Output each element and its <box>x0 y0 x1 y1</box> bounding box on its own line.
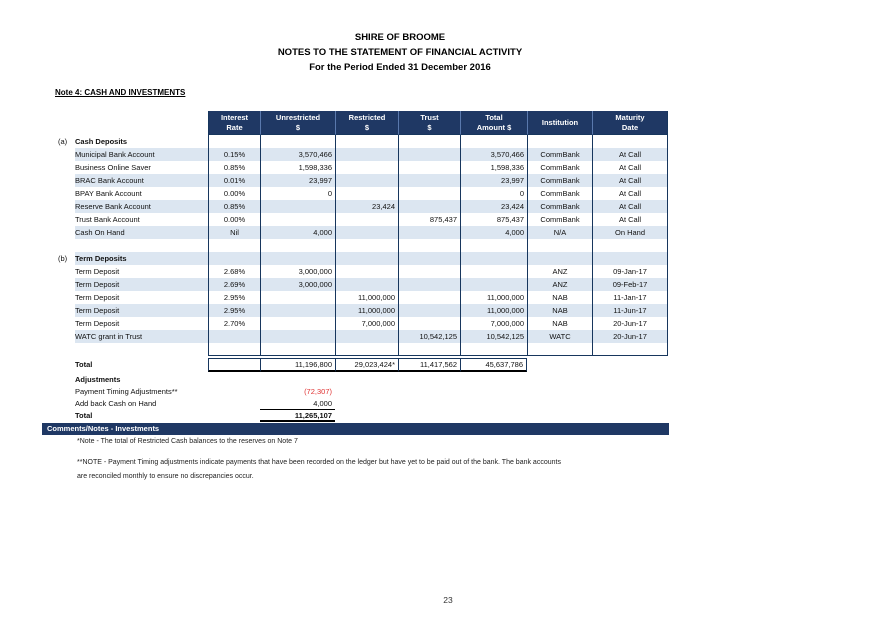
total-restricted: 29,023,424* <box>335 358 398 372</box>
table-cell <box>335 213 398 226</box>
table-cell <box>398 317 460 330</box>
row-marker <box>55 161 75 174</box>
table-cell <box>398 161 460 174</box>
row-marker <box>55 330 75 343</box>
totals-row <box>55 358 668 372</box>
footnote-payment-timing-line2: are reconciled monthly to ensure no discrepancies occur. <box>77 473 254 480</box>
row-marker <box>55 265 75 278</box>
table-cell: 09-Feb-17 <box>592 278 668 291</box>
column-header-line2: Amount $ <box>476 122 512 132</box>
table-cell <box>260 343 335 356</box>
table-cell <box>398 239 460 252</box>
table-cell: At Call <box>592 174 668 187</box>
column-header <box>398 111 460 135</box>
adjustments-heading: Adjustments <box>75 375 121 384</box>
table-cell: CommBank <box>527 161 592 174</box>
row-label: Term Deposit <box>75 319 120 328</box>
table-cell: 23,424 <box>335 200 398 213</box>
table-cell <box>260 317 335 330</box>
table-cell: 11,000,000 <box>335 304 398 317</box>
table-cell <box>208 252 260 265</box>
table-cell: 2.68% <box>208 265 260 278</box>
adjusted-total-value: 11,265,107 <box>260 410 335 422</box>
row-marker <box>55 239 75 252</box>
table-cell: 0.00% <box>208 213 260 226</box>
row-label: Municipal Bank Account <box>75 148 208 161</box>
row-label <box>75 343 208 356</box>
table-cell: 1,598,336 <box>260 161 335 174</box>
row-label: BRAC Bank Account <box>75 174 208 187</box>
table-cell: ANZ <box>527 265 592 278</box>
table-cell: NAB <box>527 291 592 304</box>
table-cell: 3,570,466 <box>460 148 527 161</box>
table-cell: At Call <box>592 200 668 213</box>
table-cell <box>460 343 527 356</box>
table-cell: 7,000,000 <box>460 317 527 330</box>
payment-timing-label: Payment Timing Adjustments** <box>75 387 178 396</box>
table-cell: CommBank <box>527 187 592 200</box>
row-label: Term Deposit <box>75 293 120 302</box>
row-label: Term Deposits <box>75 252 208 265</box>
table-cell <box>260 330 335 343</box>
table-cell: 4,000 <box>460 226 527 239</box>
table-cell <box>592 252 668 265</box>
row-marker: (b) <box>58 254 68 263</box>
table-cell: 2.95% <box>208 304 260 317</box>
table-cell: CommBank <box>527 148 592 161</box>
table-cell: 11,000,000 <box>460 304 527 317</box>
table-cell: 23,424 <box>460 200 527 213</box>
table-cell <box>335 174 398 187</box>
column-header-line1: Total <box>485 112 503 122</box>
table-cell: 0.00% <box>208 187 260 200</box>
table-cell <box>335 278 398 291</box>
table-cell <box>398 304 460 317</box>
table-cell <box>527 252 592 265</box>
table-cell <box>527 343 592 356</box>
table-cell <box>398 343 460 356</box>
table-cell <box>398 226 460 239</box>
row-label: Cash On Hand <box>75 226 208 239</box>
table-cell <box>398 291 460 304</box>
table-cell: 2.95% <box>208 291 260 304</box>
row-label: Term Deposit <box>75 278 208 291</box>
column-header-line2: $ <box>427 122 432 132</box>
org-name: SHIRE OF BROOME <box>354 32 446 43</box>
column-header-line2: $ <box>364 122 370 132</box>
report-period: For the Period Ended 31 December 2016 <box>309 62 491 73</box>
table-cell: 20-Jun-17 <box>592 317 668 330</box>
note-title: Note 4: CASH AND INVESTMENTS <box>55 88 186 97</box>
column-header-line1: Trust <box>420 112 439 122</box>
table-cell <box>592 239 668 252</box>
add-back-cash-value: 4,000 <box>260 398 335 410</box>
row-marker <box>55 291 75 304</box>
column-header <box>335 111 398 135</box>
row-marker <box>55 304 75 317</box>
adjusted-total-label: Total <box>75 411 93 420</box>
table-cell <box>260 239 335 252</box>
table-cell: N/A <box>527 226 592 239</box>
table-cell: 875,437 <box>398 213 460 226</box>
column-header-line2: Date <box>621 122 639 132</box>
table-cell: 09-Jan-17 <box>592 265 668 278</box>
table-cell <box>260 252 335 265</box>
row-marker <box>55 187 75 200</box>
add-back-cash-label: Add back Cash on Hand <box>75 399 157 408</box>
table-cell <box>398 148 460 161</box>
row-label: WATC grant in Trust <box>75 330 208 343</box>
row-label <box>75 239 208 252</box>
row-marker: (a) <box>58 137 68 146</box>
comments-bar: Comments/Notes - Investments <box>42 423 669 435</box>
table-cell: 11,000,000 <box>335 291 398 304</box>
table-cell: 0.85% <box>208 200 260 213</box>
row-marker <box>55 213 75 226</box>
table-cell <box>527 239 592 252</box>
table-cell: 11-Jun-17 <box>592 304 668 317</box>
table-cell: At Call <box>592 187 668 200</box>
table-cell: CommBank <box>527 213 592 226</box>
table-cell <box>527 135 592 148</box>
table-cell <box>260 213 335 226</box>
table-cell: 0.85% <box>208 161 260 174</box>
row-label: Term Deposit <box>75 304 208 317</box>
table-cell: CommBank <box>527 200 592 213</box>
table-cell: 0.01% <box>208 174 260 187</box>
table-cell <box>335 343 398 356</box>
row-marker <box>55 343 75 356</box>
column-header <box>527 111 592 135</box>
column-header-line1: Institution <box>541 117 579 127</box>
totals-label: Total <box>75 360 93 369</box>
table-cell: ANZ <box>527 278 592 291</box>
footnote-restricted-cash: *Note - The total of Restricted Cash balances to the reserves on Note 7 <box>77 438 298 445</box>
total-interest-cell <box>208 358 260 372</box>
page-number: 23 <box>443 595 453 605</box>
table-cell: At Call <box>592 213 668 226</box>
table-cell: 3,570,466 <box>260 148 335 161</box>
table-cell <box>260 304 335 317</box>
table-cell: 20-Jun-17 <box>592 330 668 343</box>
column-header <box>260 111 335 135</box>
table-cell <box>208 330 260 343</box>
table-cell <box>260 291 335 304</box>
column-header <box>460 111 527 135</box>
document-header <box>0 30 800 75</box>
row-label: Reserve Bank Account <box>75 200 208 213</box>
row-marker <box>55 174 75 187</box>
table-cell <box>208 239 260 252</box>
table-cell <box>335 148 398 161</box>
row-label: Business Online Saver <box>75 163 151 172</box>
table-cell <box>335 226 398 239</box>
cash-investments-table <box>55 111 668 356</box>
table-cell <box>398 200 460 213</box>
table-cell <box>398 265 460 278</box>
row-label: BPAY Bank Account <box>75 189 142 198</box>
row-marker <box>55 226 75 239</box>
total-trust: 11,417,562 <box>398 358 460 372</box>
table-cell: 7,000,000 <box>335 317 398 330</box>
table-cell <box>398 187 460 200</box>
table-cell <box>335 330 398 343</box>
table-cell <box>460 265 527 278</box>
table-cell <box>398 174 460 187</box>
row-label: Trust Bank Account <box>75 215 140 224</box>
table-cell: 11-Jan-17 <box>592 291 668 304</box>
table-cell: 1,598,336 <box>460 161 527 174</box>
row-marker <box>55 200 75 213</box>
table-cell: 2.69% <box>208 278 260 291</box>
table-cell: At Call <box>592 161 668 174</box>
table-cell <box>398 252 460 265</box>
table-cell <box>398 278 460 291</box>
table-cell <box>460 239 527 252</box>
row-marker <box>55 317 75 330</box>
table-cell: 4,000 <box>260 226 335 239</box>
row-label: Cash Deposits <box>75 137 128 146</box>
table-cell: 0.15% <box>208 148 260 161</box>
table-cell <box>460 135 527 148</box>
column-header-line2: Rate <box>226 122 243 132</box>
table-cell: On Hand <box>592 226 668 239</box>
document-title: NOTES TO THE STATEMENT OF FINANCIAL ACTIVITY <box>277 47 523 58</box>
row-marker <box>55 278 75 291</box>
table-cell: 3,000,000 <box>260 265 335 278</box>
table-cell: 10,542,125 <box>398 330 460 343</box>
table-cell <box>335 187 398 200</box>
table-cell <box>260 200 335 213</box>
footnote-payment-timing-line1: **NOTE - Payment Timing adjustments indicate payments that have been recorded on the ledger but have yet to be paid out of the bank. The bank accounts <box>77 459 561 466</box>
table-cell: 23,997 <box>460 174 527 187</box>
payment-timing-value: (72,307) <box>304 387 332 396</box>
table-cell <box>208 343 260 356</box>
column-header <box>592 111 668 135</box>
table-cell: CommBank <box>527 174 592 187</box>
table-cell: 0 <box>260 187 335 200</box>
table-cell: 0 <box>460 187 527 200</box>
column-header-line2: $ <box>295 122 301 132</box>
table-cell <box>592 343 668 356</box>
table-cell: WATC <box>527 330 592 343</box>
table-cell <box>592 135 668 148</box>
row-marker <box>55 148 75 161</box>
adjustments-block <box>55 374 668 422</box>
table-cell: 3,000,000 <box>260 278 335 291</box>
row-label: Term Deposit <box>75 267 120 276</box>
column-header-line1: Interest <box>220 112 249 122</box>
column-header-line1: Unrestricted <box>275 112 321 122</box>
table-cell: 11,000,000 <box>460 291 527 304</box>
table-cell <box>260 135 335 148</box>
total-unrestricted: 11,196,800 <box>260 358 335 372</box>
table-cell: 2.70% <box>208 317 260 330</box>
table-cell: At Call <box>592 148 668 161</box>
table-cell: NAB <box>527 317 592 330</box>
table-cell: Nil <box>208 226 260 239</box>
table-cell <box>335 239 398 252</box>
table-cell: 875,437 <box>460 213 527 226</box>
spacer <box>55 358 75 371</box>
table-cell <box>398 135 460 148</box>
table-cell <box>208 135 260 148</box>
table-cell <box>335 252 398 265</box>
table-cell: NAB <box>527 304 592 317</box>
column-header <box>208 111 260 135</box>
header-spacer <box>75 111 208 135</box>
header-spacer <box>55 111 75 135</box>
total-amount: 45,637,786 <box>460 358 527 372</box>
table-cell <box>460 278 527 291</box>
table-cell <box>335 161 398 174</box>
table-cell <box>460 252 527 265</box>
table-cell <box>335 135 398 148</box>
table-cell: 23,997 <box>260 174 335 187</box>
column-header-line1: Maturity <box>615 112 645 122</box>
table-cell <box>335 265 398 278</box>
table-cell: 10,542,125 <box>460 330 527 343</box>
column-header-line1: Restricted <box>348 112 386 122</box>
